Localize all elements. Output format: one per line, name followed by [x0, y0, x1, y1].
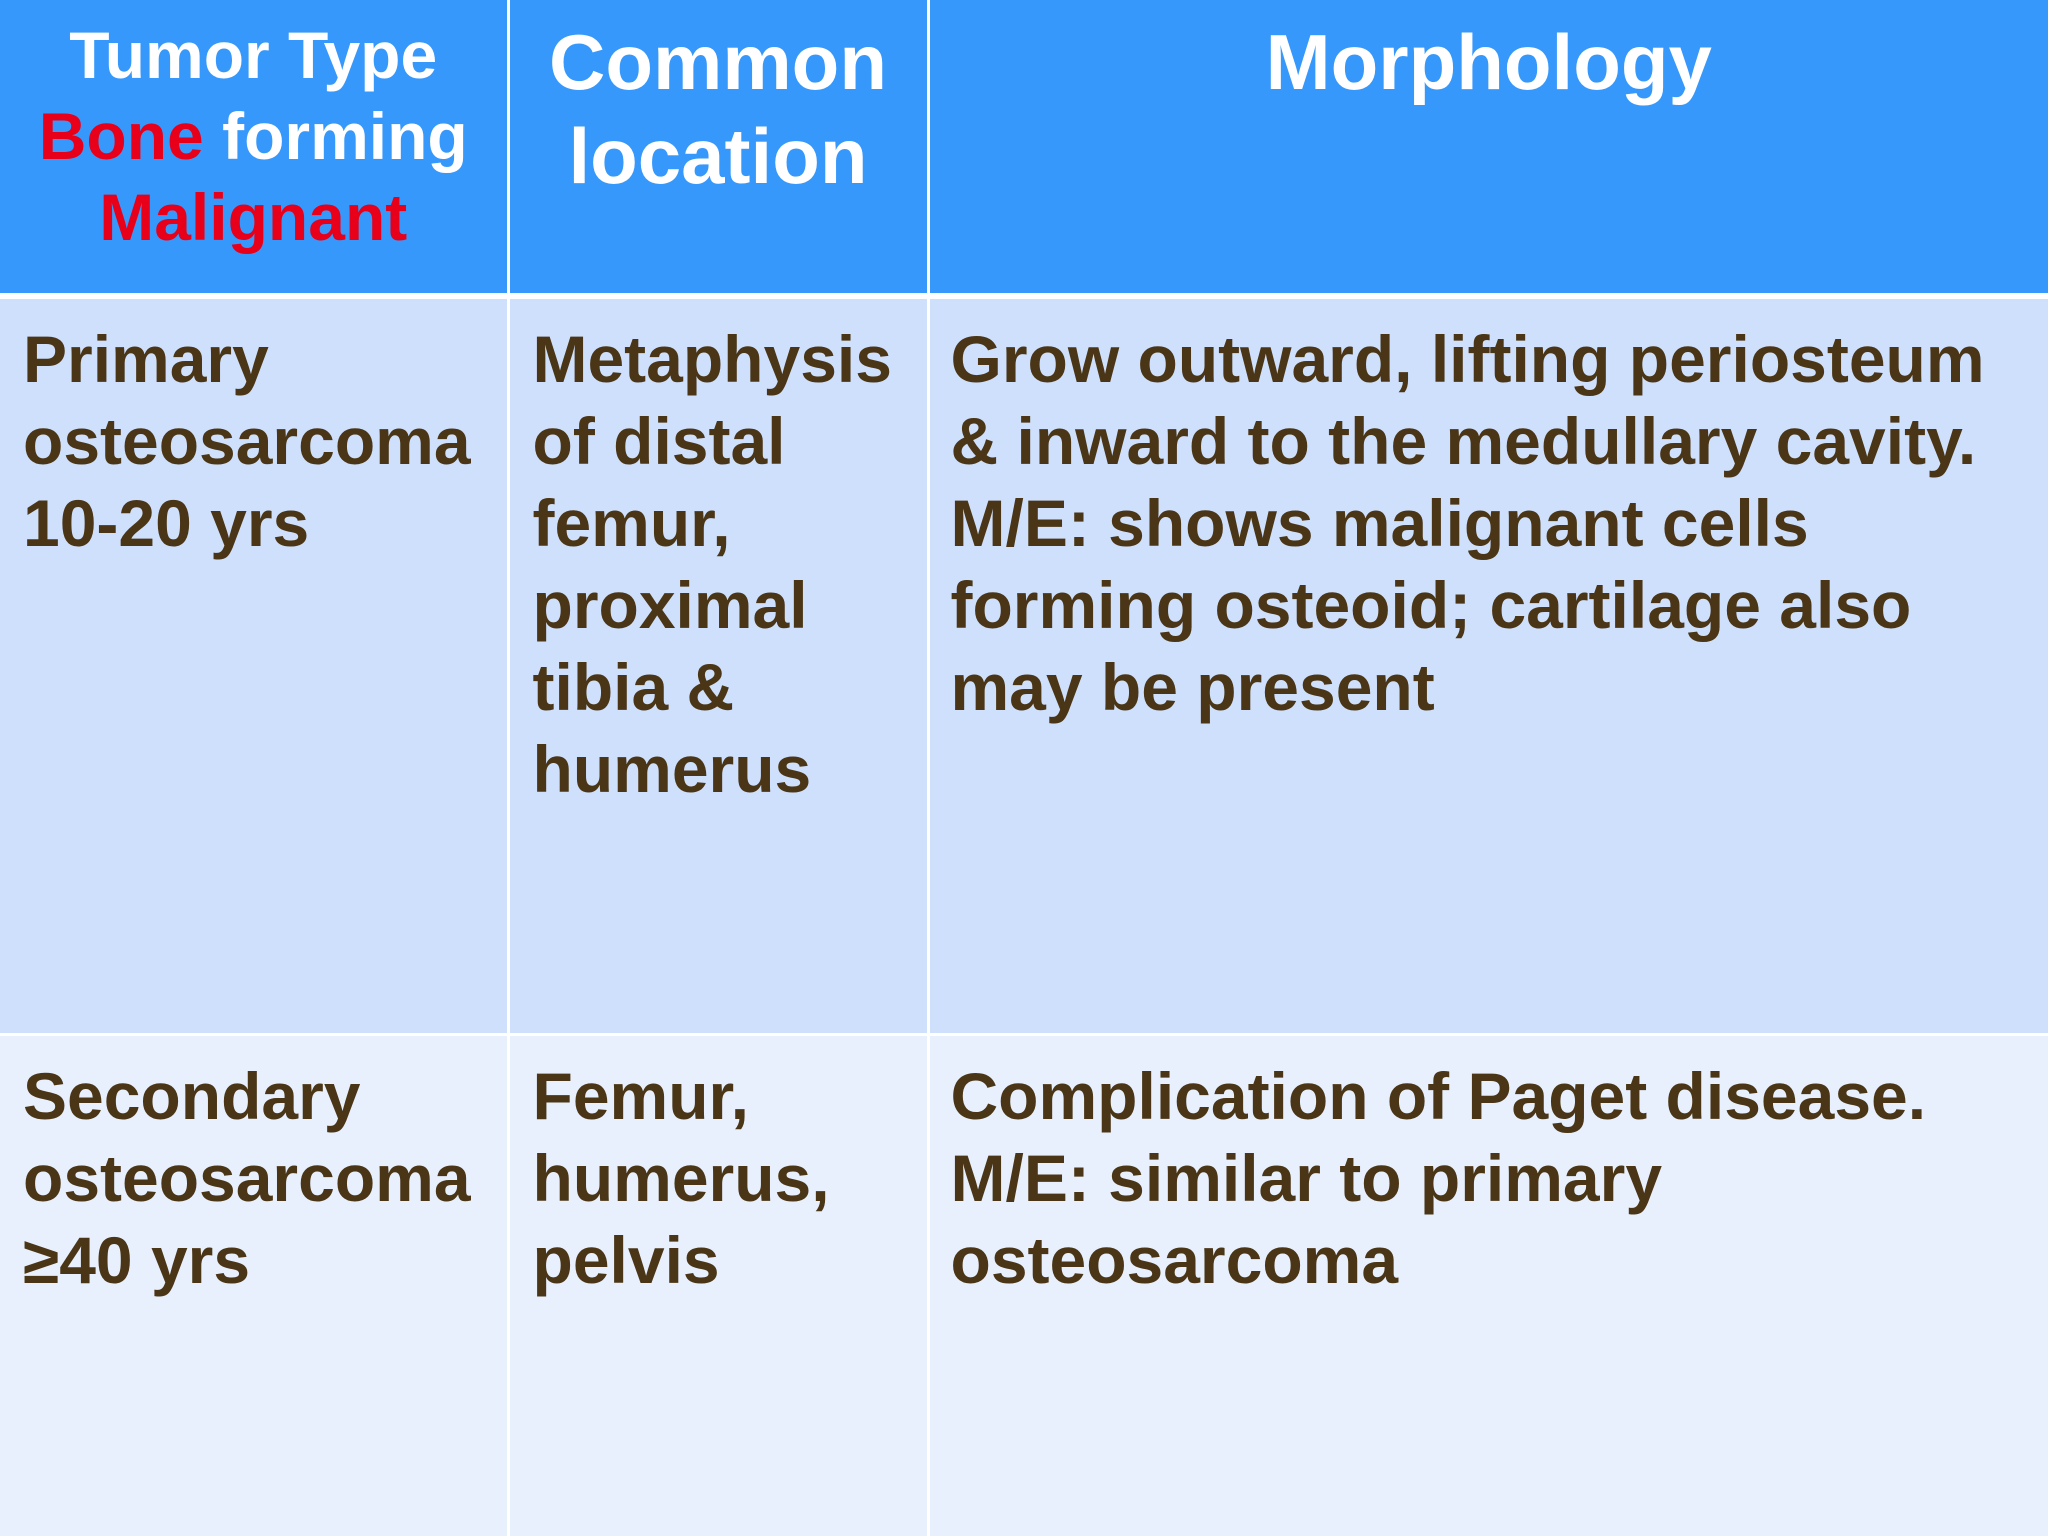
cell-line: M/E: similar to primary: [950, 1140, 1663, 1215]
header-forming-word: forming: [203, 99, 468, 173]
cell-line: Grow outward, lifting periosteum: [950, 322, 1985, 396]
cell-line: humerus: [532, 732, 812, 806]
cell-line: Primary: [23, 322, 269, 396]
cell-line: Complication of Paget disease.: [950, 1058, 1927, 1133]
cell-line: pelvis: [532, 1222, 720, 1297]
table-header-row: [0, 0, 2048, 296]
cell-line: osteosarcoma: [950, 1222, 1399, 1297]
header-bone-word: Bone: [38, 99, 204, 173]
cell-line: tibia &: [532, 650, 735, 724]
cell-line: femur,: [532, 486, 731, 560]
cell-line: Femur,: [532, 1058, 749, 1133]
header-tumor-type-line1: Tumor Type: [69, 18, 438, 92]
cell-line: proximal: [532, 568, 808, 642]
cell-morphology: [928, 1034, 2048, 1536]
header-morphology-label: Morphology: [1265, 18, 1712, 106]
cell-tumor-type: [0, 1034, 508, 1536]
cell-line: osteosarcoma: [23, 404, 471, 478]
cell-location: [508, 296, 928, 1034]
header-morphology: [928, 0, 2048, 296]
cell-line: osteosarcoma: [23, 1140, 471, 1215]
cell-line: 10-20 yrs: [23, 486, 310, 560]
header-tumor-type-line3: Malignant: [99, 180, 408, 254]
header-tumor-type: [0, 0, 508, 296]
cell-line: Metaphysis: [532, 322, 892, 396]
cell-line: may be present: [950, 650, 1435, 724]
header-common-location: [508, 0, 928, 296]
header-common-location-line2: location: [568, 112, 868, 200]
cell-line: & inward to the medullary cavity.: [950, 404, 1977, 478]
table-row: [0, 1034, 2048, 1536]
cell-tumor-type: [0, 296, 508, 1034]
header-tumor-type-line2: [1, 96, 506, 177]
table-row: [0, 296, 2048, 1034]
cell-morphology: [928, 296, 2048, 1034]
cell-line: humerus,: [532, 1140, 830, 1215]
cell-location: [508, 1034, 928, 1536]
cell-line: M/E: shows malignant cells: [950, 486, 1809, 560]
cell-line: Secondary: [23, 1058, 361, 1133]
cell-line: ≥40 yrs: [23, 1222, 251, 1297]
cell-line: of distal: [532, 404, 786, 478]
header-common-location-line1: Common: [549, 18, 887, 106]
cell-line: forming osteoid; cartilage also: [950, 568, 1912, 642]
